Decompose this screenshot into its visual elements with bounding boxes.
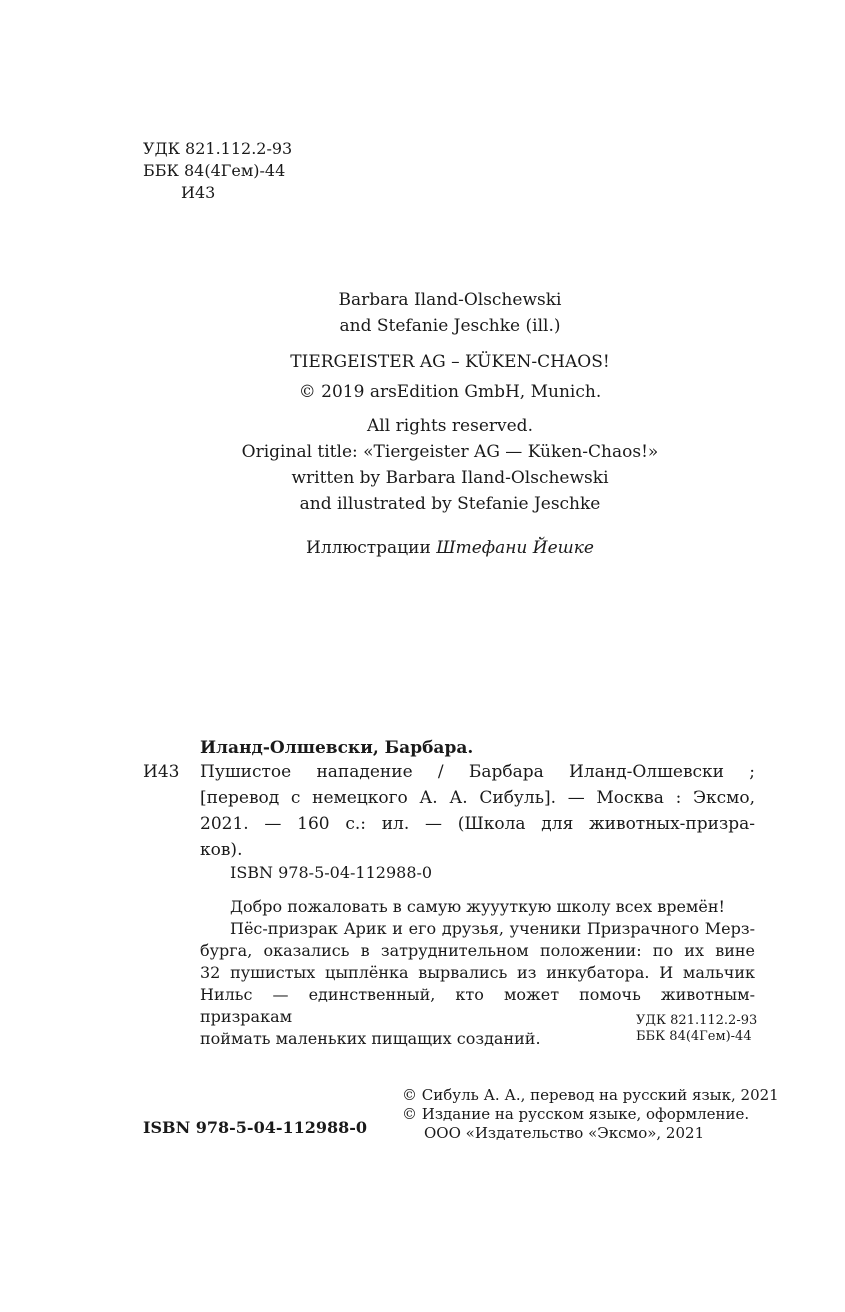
- annotation-line: Нильс — единственный, кто может помочь животным-призракам: [200, 985, 755, 1026]
- catalog-line: 2021. — 160 с.: ил. — (Школа для животных-призра-: [200, 814, 755, 834]
- rights-reserved: All rights reserved.: [367, 416, 533, 436]
- copyright-edition: © Издание на русском языке, оформление.: [402, 1105, 750, 1123]
- footer-isbn: ISBN 978-5-04-112988-0: [143, 1118, 368, 1137]
- catalog-isbn: ISBN 978-5-04-112988-0: [230, 863, 433, 882]
- bbk-code: ББК 84(4Гем)-44: [143, 161, 286, 180]
- annotation-line: Добро пожаловать в самую жуууткую школу всех времён!: [230, 897, 725, 916]
- copyright-block: [402, 1086, 779, 1143]
- catalog-line: ков).: [200, 840, 243, 860]
- illustrated-by: and illustrated by Stefanie Jeschke: [299, 494, 601, 514]
- annotation-line: Пёс-призрак Арик и его друзья, ученики Призрачного Мерз-: [230, 919, 755, 938]
- copyright-translation: © Сибуль А. А., перевод на русский язык, 2021: [402, 1086, 779, 1104]
- written-by: written by Barbara Iland-Olschewski: [291, 468, 609, 488]
- illustrations-credit: [0, 535, 845, 561]
- catalog-line: [перевод с немецкого А. А. Сибуль]. — Москва : Эксмо,: [200, 788, 755, 808]
- illustrations-label: Иллюстрации: [306, 538, 431, 558]
- annotation-line: поймать маленьких пищащих созданий.: [200, 1029, 541, 1048]
- original-title-line: Original title: «Tiergeister AG — Küken-Chaos!»: [241, 442, 659, 462]
- bottom-classification: [636, 1013, 757, 1045]
- illustrator-name-ru: Штефани Йешке: [436, 538, 594, 558]
- original-author: Barbara Iland-Olschewski: [338, 290, 562, 310]
- original-title-caps: TIERGEISTER AG – KÜKEN-CHAOS!: [290, 352, 610, 372]
- bottom-udk: УДК 821.112.2-93: [636, 1013, 758, 1028]
- original-copyright: © 2019 arsEdition GmbH, Munich.: [298, 382, 602, 402]
- author-mark: И43: [181, 183, 216, 202]
- catalog-description: [200, 759, 755, 863]
- catalog-heading: Иланд-Олшевски, Барбара.: [200, 738, 474, 758]
- udk-code: УДК 821.112.2-93: [143, 139, 293, 158]
- original-edition-block: [0, 287, 845, 561]
- annotation-line: 32 пушистых цыплёнка вырвались из инкубатора. И мальчик: [200, 963, 755, 982]
- catalog-mark: И43: [143, 762, 180, 782]
- catalog-line: Пушистое нападение / Барбара Иланд-Олшевски ;: [200, 762, 755, 782]
- publisher-copyright: ООО «Издательство «Эксмо», 2021: [424, 1124, 705, 1142]
- annotation-line: бурга, оказались в затруднительном положении: по их вине: [200, 941, 755, 960]
- original-illustrator: and Stefanie Jeschke (ill.): [339, 316, 561, 336]
- bottom-bbk: ББК 84(4Гем)-44: [636, 1029, 752, 1044]
